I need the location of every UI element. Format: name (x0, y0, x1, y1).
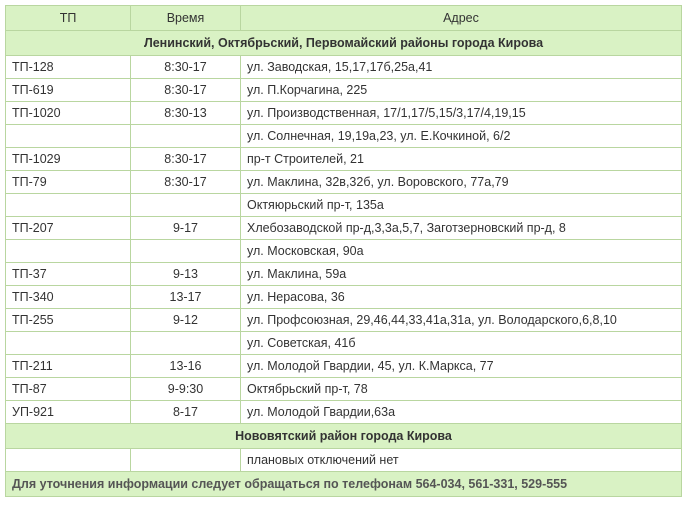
address-cell: ул. Производственная, 17/1,17/5,15/3,17/4,19,15 (241, 102, 682, 125)
tp-cell: ТП-619 (6, 79, 131, 102)
time-cell: 8:30-17 (131, 171, 241, 194)
time-cell: 8:30-17 (131, 79, 241, 102)
address-cell: ул. Московская, 90а (241, 240, 682, 263)
table-row (6, 401, 682, 424)
time-cell: 9-17 (131, 217, 241, 240)
tp-cell: ТП-128 (6, 56, 131, 79)
time-cell (131, 332, 241, 355)
tp-cell: ТП-37 (6, 263, 131, 286)
tp-cell: ТП-207 (6, 217, 131, 240)
section-header-row (6, 31, 682, 56)
table-row (6, 240, 682, 263)
address-cell: Хлебозаводской пр-д,3,3а,5,7, Заготзерновский пр-д, 8 (241, 217, 682, 240)
header-row (6, 6, 682, 31)
table-row (6, 148, 682, 171)
address-cell: Октяюрьский пр-т, 135а (241, 194, 682, 217)
tp-cell: ТП-79 (6, 171, 131, 194)
table-row (6, 171, 682, 194)
time-cell: 9-9:30 (131, 378, 241, 401)
time-cell: 8-17 (131, 401, 241, 424)
table-row (6, 378, 682, 401)
address-cell: ул. Советская, 41б (241, 332, 682, 355)
time-cell: 13-17 (131, 286, 241, 309)
tp-cell: УП-921 (6, 401, 131, 424)
table-row (6, 217, 682, 240)
time-cell: 13-16 (131, 355, 241, 378)
tp-cell: ТП-211 (6, 355, 131, 378)
address-cell: ул. Заводская, 15,17,17б,25а,41 (241, 56, 682, 79)
address-cell: плановых отключений нет (241, 449, 682, 472)
section-title: Нововятский район города Кирова (6, 424, 682, 449)
tp-cell (6, 240, 131, 263)
address-cell: ул. Нерасова, 36 (241, 286, 682, 309)
table-body (6, 31, 682, 472)
tp-cell: ТП-255 (6, 309, 131, 332)
address-cell: пр-т Строителей, 21 (241, 148, 682, 171)
header-time: Время (131, 6, 241, 31)
table-row (6, 286, 682, 309)
address-cell: ул. Молодой Гвардии,63а (241, 401, 682, 424)
table-row (6, 449, 682, 472)
time-cell: 9-13 (131, 263, 241, 286)
tp-cell: ТП-1029 (6, 148, 131, 171)
time-cell: 8:30-13 (131, 102, 241, 125)
tp-cell: ТП-340 (6, 286, 131, 309)
time-cell (131, 240, 241, 263)
tp-cell (6, 125, 131, 148)
time-cell: 8:30-17 (131, 148, 241, 171)
tp-cell: ТП-87 (6, 378, 131, 401)
table-row (6, 263, 682, 286)
footer-row (6, 472, 682, 497)
address-cell: ул. Маклина, 32в,32б, ул. Воровского, 77а,79 (241, 171, 682, 194)
table-row (6, 194, 682, 217)
address-cell: ул. Маклина, 59а (241, 263, 682, 286)
footer-contact-text: Для уточнения информации следует обращаться по телефонам 564-034, 561-331, 529-555 (6, 472, 682, 497)
address-cell: Октябрьский пр-т, 78 (241, 378, 682, 401)
tp-cell (6, 449, 131, 472)
time-cell (131, 194, 241, 217)
address-cell: ул. Солнечная, 19,19а,23, ул. Е.Кочкиной, 6/2 (241, 125, 682, 148)
table-row (6, 102, 682, 125)
table-row (6, 125, 682, 148)
table-row (6, 332, 682, 355)
time-cell (131, 125, 241, 148)
time-cell (131, 449, 241, 472)
tp-cell (6, 332, 131, 355)
table-row (6, 355, 682, 378)
address-cell: ул. П.Корчагина, 225 (241, 79, 682, 102)
outage-schedule-table (5, 5, 682, 497)
table-row (6, 309, 682, 332)
tp-cell (6, 194, 131, 217)
table-row (6, 79, 682, 102)
tp-cell: ТП-1020 (6, 102, 131, 125)
header-address: Адрес (241, 6, 682, 31)
section-header-row (6, 424, 682, 449)
address-cell: ул. Молодой Гвардии, 45, ул. К.Маркса, 77 (241, 355, 682, 378)
header-tp: ТП (6, 6, 131, 31)
time-cell: 8:30-17 (131, 56, 241, 79)
section-title: Ленинский, Октябрьский, Первомайский районы города Кирова (6, 31, 682, 56)
address-cell: ул. Профсоюзная, 29,46,44,33,41а,31а, ул. Володарского,6,8,10 (241, 309, 682, 332)
time-cell: 9-12 (131, 309, 241, 332)
table-row (6, 56, 682, 79)
